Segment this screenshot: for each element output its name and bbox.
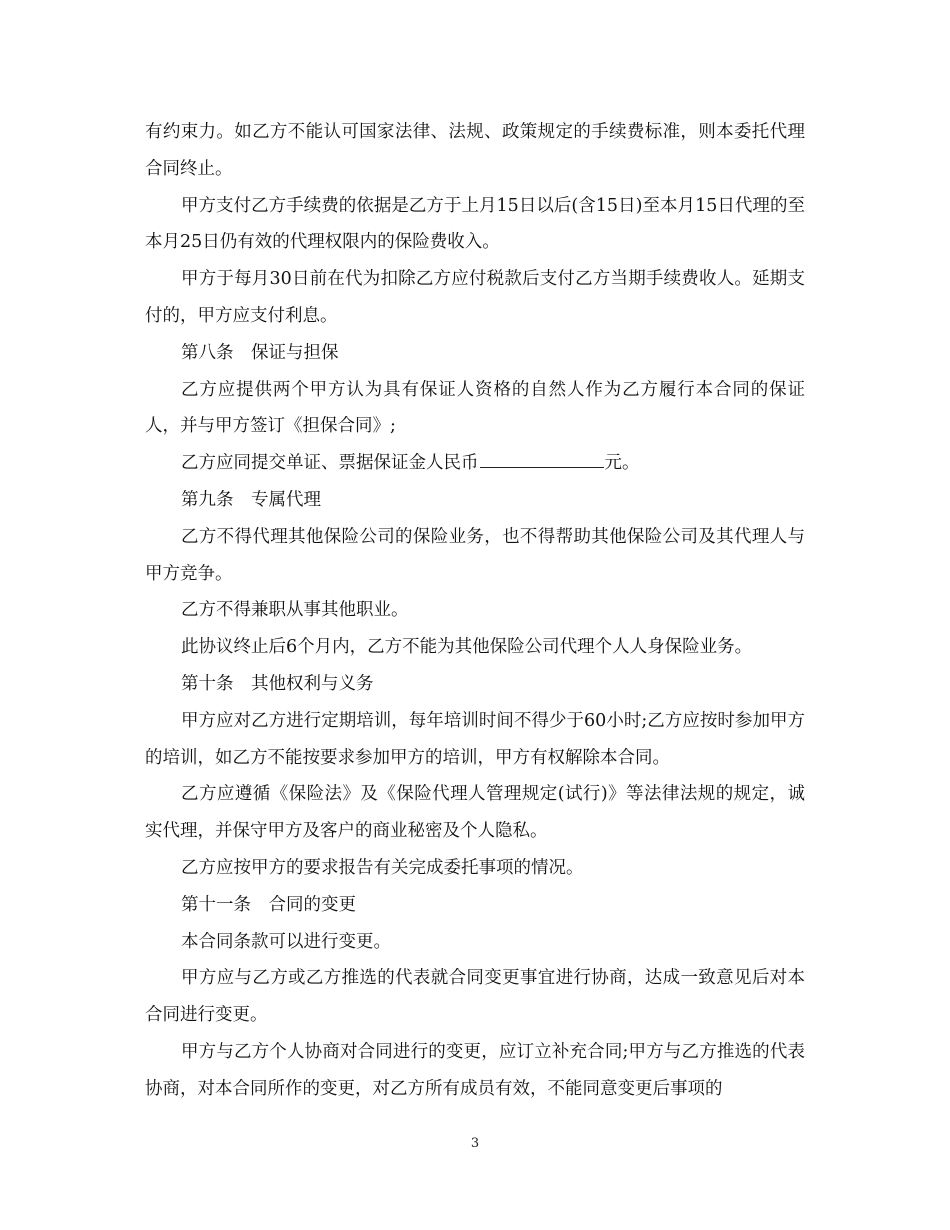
paragraph-17: 甲方应与乙方或乙方推选的代表就合同变更事宜进行协商，达成一致意见后对本合同进行变更。 [145, 968, 805, 1026]
paragraph-10: 此协议终止后6个月内，乙方不能为其他保险公司代理个人人身保险业务。 [181, 637, 753, 658]
paragraph-14: 乙方应按甲方的要求报告有关完成委托事项的情况。 [181, 857, 584, 878]
section-heading-article-9: 第九条 专属代理 [181, 489, 321, 510]
deposit-amount-blank [480, 453, 604, 468]
paragraph-6-deposit [145, 445, 805, 482]
paragraph-8: 乙方不得代理其他保险公司的保险业务，也不得帮助其他保险公司及其代理人与甲方竞争。 [145, 526, 805, 584]
paragraph-5: 乙方应提供两个甲方认为具有保证人资格的自然人作为乙方履行本合同的保证人，并与甲方签订《担保合同》; [145, 379, 805, 437]
paragraph-16: 本合同条款可以进行变更。 [181, 931, 391, 952]
paragraph-13: 乙方应遵循《保险法》及《保险代理人管理规定(试行)》等法律法规的规定，诚实代理，并保守甲方及客户的商业秘密及个人隐私。 [145, 784, 805, 842]
paragraph-18: 甲方与乙方个人协商对合同进行的变更，应订立补充合同;甲方与乙方推选的代表协商，对本合同所作的变更，对乙方所有成员有效，不能同意变更后事项的 [145, 1041, 805, 1099]
paragraph-12: 甲方应对乙方进行定期培训，每年培训时间不得少于60小时;乙方应按时参加甲方的培训，如乙方不能按要求参加甲方的培训，甲方有权解除本合同。 [145, 710, 805, 768]
paragraph-1: 有约束力。如乙方不能认可国家法律、法规、政策规定的手续费标准，则本委托代理合同终止。 [145, 122, 805, 179]
section-heading-article-11: 第十一条 合同的变更 [181, 894, 356, 915]
paragraph-3: 甲方于每月30日前在代为扣除乙方应付税款后支付乙方当期手续费收人。延期支付的，甲方应支付利息。 [145, 269, 805, 326]
page-number: 3 [470, 1136, 480, 1151]
paragraph-9: 乙方不得兼职从事其他职业。 [181, 600, 409, 621]
section-heading-article-10: 第十条 其他权利与义务 [181, 673, 374, 694]
section-heading-article-8: 第八条 保证与担保 [181, 342, 339, 363]
deposit-text-after: 元。 [604, 453, 640, 474]
contract-body [145, 114, 805, 1108]
deposit-text-before: 乙方应同提交单证、票据保证金人民币 [181, 453, 479, 474]
paragraph-2: 甲方支付乙方手续费的依据是乙方于上月15日以后(含15日)至本月15日代理的至本月25日仍有效的代理权限内的保险费收入。 [145, 195, 805, 253]
